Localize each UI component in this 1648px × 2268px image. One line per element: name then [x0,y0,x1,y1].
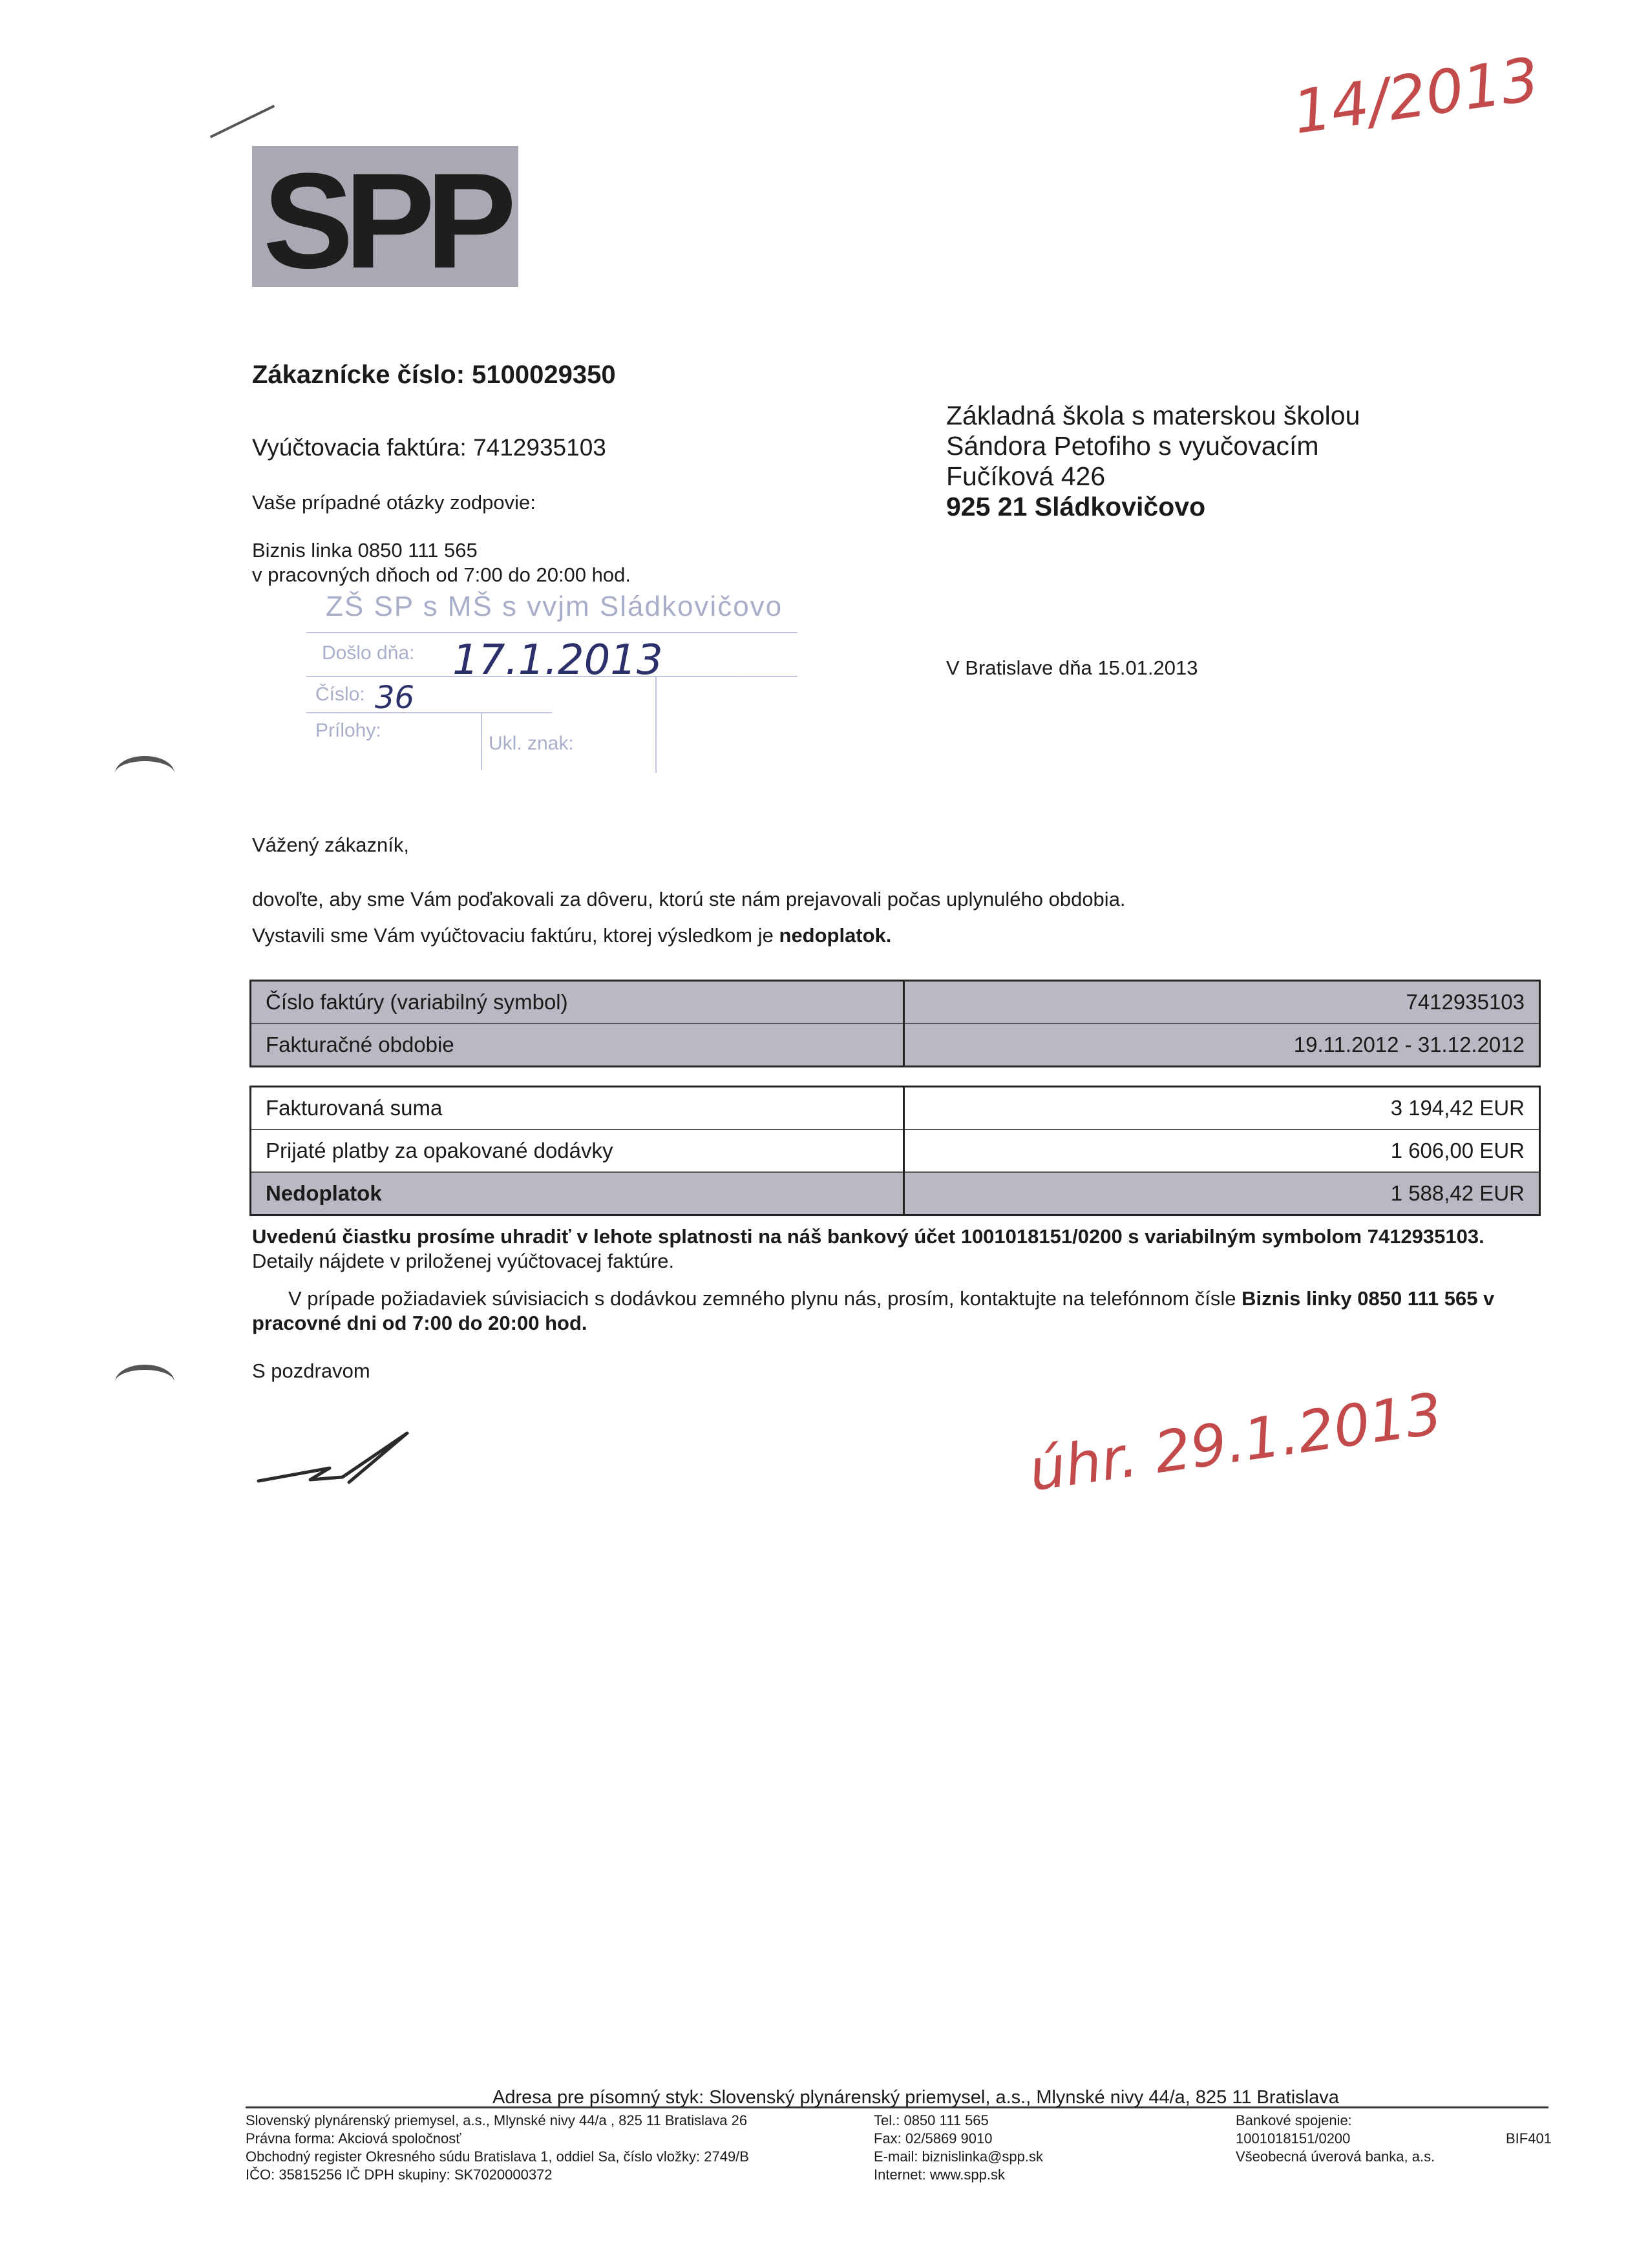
footer-register: Obchodný register Okresného súdu Bratislava 1, oddiel Sa, číslo vložky: 2749/B [246,2148,749,2165]
recipient-line-1: Základná škola s materskou školou [946,401,1360,430]
contact-text: V prípade požiadaviek súvisiacich s dodávkou zemného plynu nás, prosím, kontaktujte na telefónnom čísle [288,1287,1242,1310]
table-cell-value: 1 606,00 EUR [1390,1139,1525,1162]
questions-text: Vaše prípadné otázky zodpovie: [252,491,536,514]
recipient-address [946,401,1360,522]
handwritten-reference-number: 14/2013 [1289,44,1543,148]
invoice-info-table [249,980,1541,1067]
contact-paragraph [288,1286,1545,1311]
table-row [251,1087,1540,1130]
footer-bank-info [1236,2112,1435,2166]
customer-number-label: Zákaznícke číslo: [252,361,465,389]
table-cell-label: Fakturačné obdobie [251,1024,904,1067]
place-date: V Bratislave dňa 15.01.2013 [946,656,1198,679]
handwritten-payment-note: úhr. 29.1.2013 [1024,1380,1446,1504]
footer-legal-form: Právna forma: Akciová spoločnosť [246,2130,461,2147]
table-cell-label: Číslo faktúry (variabilný symbol) [251,981,904,1024]
footer-internet: Internet: www.spp.sk [874,2167,1005,2183]
footer-bank-name: Všeobecná úverová banka, a.s. [1236,2148,1435,2165]
stamp-number-label: Číslo: [315,684,365,705]
closing: S pozdravom [252,1360,370,1382]
spp-logo [252,146,518,287]
spp-logo-text: SPP [262,146,508,287]
footer-company-info [246,2112,749,2184]
table-row [251,1024,1540,1067]
pen-mark [210,105,275,138]
table-cell-value: 3 194,42 EUR [1390,1096,1525,1120]
footer-company-line: Slovenský plynárenský priemysel, a.s., Mlynské nivy 44/a , 825 11 Bratislava 26 [246,2112,748,2128]
customer-number [252,361,616,390]
amounts-table [249,1086,1541,1216]
hotline-line-2: v pracovných dňoch od 7:00 do 20:00 hod. [252,563,631,586]
table-cell-value: 7412935103 [1406,990,1525,1014]
table-row [251,981,1540,1024]
body-paragraph-2-bold: nedoplatok. [779,924,892,947]
hotline-line-1: Biznis linka 0850 111 565 [252,539,478,562]
footer-fax: Fax: 02/5869 9010 [874,2130,993,2147]
body-paragraph-2-text: Vystavili sme Vám vyúčtovaciu faktúru, ktorej výsledkom je [252,924,779,947]
footer-bank-account: 1001018151/0200 [1236,2130,1351,2147]
table-cell-label: Fakturovaná suma [251,1087,904,1130]
footer-bank-label: Bankové spojenie: [1236,2112,1352,2128]
stamp-title: ZŠ SP s MŠ s vvjm Sládkovičovo [326,591,783,622]
table-cell-value: 19.11.2012 - 31.12.2012 [1293,1033,1525,1056]
recipient-line-4: 925 21 Sládkovičovo [946,492,1206,521]
hole-punch-mark-bottom [115,1365,174,1400]
hole-punch-mark-top [115,756,174,791]
recipient-line-2: Sándora Petofiho s vyučovacím [946,431,1319,461]
footer-tel: Tel.: 0850 111 565 [874,2112,989,2128]
footer-ico: IČO: 35815256 IČ DPH skupiny: SK7020000372 [246,2167,553,2183]
signature [252,1422,420,1493]
table-row-total [251,1172,1540,1215]
contact-bold-2: pracovné dni od 7:00 do 20:00 hod. [252,1312,587,1334]
body-paragraph-1: dovoľte, aby sme Vám poďakovali za dôveru, ktorú ste nám prejavovali počas uplynulého obdobia. [252,888,1126,910]
invoice-reference: Vyúčtovacia faktúra: 7412935103 [252,434,606,461]
contact-bold-1: Biznis linky 0850 111 565 v [1241,1287,1495,1310]
stamp-handwritten-date: 17.1.2013 [452,636,663,684]
stamp-filed-label: Ukl. znak: [489,733,574,754]
footer-contact-info [874,2112,1043,2184]
salutation: Vážený zákazník, [252,834,409,856]
table-cell-label: Prijaté platby za opakované dodávky [251,1129,904,1172]
footer-document-code: BIF401 [1506,2130,1552,2147]
footer-address: Adresa pre písomný styk: Slovenský plynárenský priemysel, a.s., Mlynské nivy 44/a, 825 11 Bratislava [492,2087,1339,2108]
footer-email: E-mail: biznislinka@spp.sk [874,2148,1043,2165]
table-row [251,1129,1540,1172]
customer-number-value: 5100029350 [472,361,616,389]
footer-divider [246,2106,1548,2108]
payment-detail: Detaily nájdete v priloženej vyúčtovacej faktúre. [252,1250,675,1272]
table-cell-label: Nedoplatok [251,1172,904,1215]
stamp-handwritten-number: 36 [375,680,415,716]
stamp-received-label: Došlo dňa: [322,642,415,664]
table-cell-value: 1 588,42 EUR [1390,1181,1525,1205]
recipient-line-3: Fučíková 426 [946,461,1106,491]
stamp-attachments-label: Prílohy: [315,720,381,741]
body-paragraph-2 [252,924,891,947]
payment-instruction: Uvedenú čiastku prosíme uhradiť v lehote splatnosti na náš bankový účet 1001018151/0200 s variabilným symbolom 7412935103. [252,1225,1484,1248]
